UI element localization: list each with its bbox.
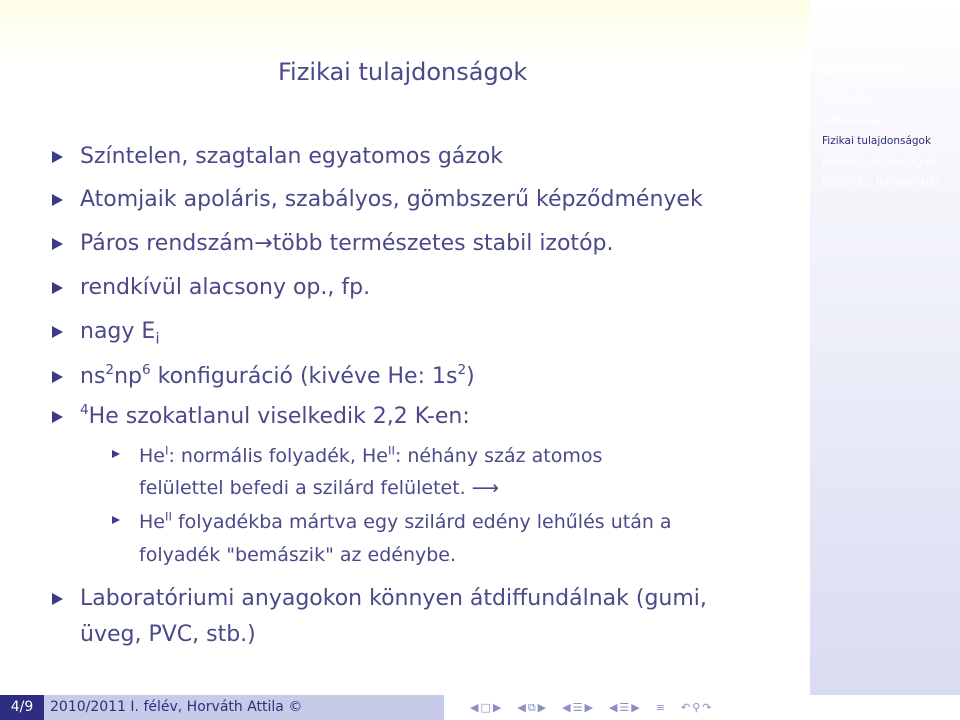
bullet-text — [80, 313, 160, 350]
footer — [0, 695, 960, 720]
superscript: 4 — [80, 402, 89, 419]
nav-frame-group — [470, 695, 501, 720]
nav-arrow-right-icon[interactable]: ▶ — [492, 701, 502, 714]
bullet-text-part: : normális folyadék, He — [168, 445, 388, 467]
bullet-triangle-icon — [52, 238, 63, 250]
bullet-text — [80, 225, 613, 262]
bullet-text-part: folyadékba mártva egy szilárd edény lehűlés után a — [171, 511, 672, 533]
bullet-text-part: ns — [80, 364, 106, 389]
nav-arrow-left-icon[interactable]: ◀ — [517, 701, 526, 714]
sidebar-list — [822, 90, 941, 193]
bullet-text-part: He — [139, 445, 165, 467]
sub-bullet-text — [139, 440, 602, 473]
bullet-triangle-icon — [52, 326, 63, 338]
bullet-text: Atomjaik apoláris, szabályos, gömbszerű képződmények — [80, 187, 703, 212]
bullet-text-part: np — [114, 364, 142, 389]
bullet-text — [80, 398, 470, 435]
bullet-triangle-icon — [52, 593, 63, 605]
superscript: II — [164, 509, 172, 524]
bullet-text — [80, 358, 475, 395]
nav-subsection-icon[interactable]: ⧉ — [527, 701, 536, 714]
nav-arrow-left-icon[interactable]: ◀ — [562, 701, 571, 714]
sub-bullet-text — [139, 506, 672, 539]
sub-bullet-text: folyadék "bemászik" az edénybe. — [139, 544, 457, 566]
nav-arrow-right-icon[interactable]: ▶ — [631, 701, 640, 714]
superscript: II — [388, 443, 395, 458]
sidebar-item-tortenet[interactable]: Történet — [822, 94, 866, 106]
nav-redo-icon[interactable]: ↷ — [702, 701, 712, 714]
bullet-triangle-icon — [52, 151, 63, 163]
nav-arrow-right-icon[interactable]: ▶ — [584, 701, 593, 714]
nav-align-group — [656, 695, 665, 720]
navigation-bar — [470, 695, 721, 720]
bullet-triangle-icon — [52, 194, 63, 206]
sub-bullet-triangle-icon — [112, 516, 120, 524]
superscript: 6 — [142, 362, 151, 379]
nav-section-group — [562, 695, 593, 720]
bullet-text: Színtelen, szagtalan egyatomos gázok — [80, 144, 504, 169]
superscript: I — [164, 443, 169, 458]
sub-bullet-text — [139, 472, 499, 505]
nav-arrow-left-icon[interactable]: ◀ — [470, 701, 479, 714]
nav-align-icon[interactable]: ≡ — [655, 701, 665, 714]
sidebar — [810, 0, 960, 695]
sidebar-item-fizikai[interactable]: Fizikai tulajdonságok — [822, 135, 932, 147]
bullet-text-part: He — [139, 511, 165, 533]
page-number: 4/9 — [0, 695, 44, 720]
subscript: i — [155, 329, 160, 348]
nav-arrow-right-icon[interactable]: ▶ — [537, 701, 547, 714]
nav-frame-icon[interactable]: □ — [480, 701, 491, 714]
frame-title: Fizikai tulajdonságok — [278, 58, 528, 86]
nav-arrow-left-icon[interactable]: ◀ — [608, 701, 618, 714]
superscript: 2 — [105, 362, 115, 379]
nav-undo-icon[interactable]: ↶ — [680, 701, 691, 714]
bullet-text: Laboratóriumi anyagokon könnyen átdiffundálnak (gumi, — [80, 586, 707, 611]
arrow-right-icon: → — [254, 231, 273, 256]
bullet-text-part: konfiguráció (kivéve He: 1s — [150, 364, 458, 389]
bullet-text-part: Páros rendszám — [80, 231, 255, 256]
bullet-text-part: : néhány száz atomos — [394, 445, 603, 467]
bullet-text: rendkívül alacsony op., fp. — [80, 275, 371, 300]
bullet-text-part: több természetes stabil izotóp. — [272, 231, 614, 256]
superscript: 2 — [457, 362, 467, 379]
bullet-text-part: He szokatlanul viselkedik 2,2 K-en: — [88, 404, 470, 429]
sidebar-item-eloallitas[interactable]: Előállítás, felhasználás — [822, 176, 941, 188]
footer-author: 2010/2011 I. félév, Horváth Attila © — [44, 695, 444, 720]
bullet-triangle-icon — [52, 371, 63, 383]
nav-document-group — [609, 695, 640, 720]
bullet-text: üveg, PVC, stb.) — [80, 622, 256, 647]
long-arrow-right-icon: ⟶ — [471, 477, 500, 499]
bullet-triangle-icon — [52, 282, 63, 294]
sidebar-item-kemiai[interactable]: Kémiai tulajdonságok — [822, 155, 935, 168]
bullet-triangle-icon — [52, 411, 63, 423]
nav-tools-group — [681, 695, 712, 720]
sidebar-title[interactable]: Nemesgázok — [818, 63, 909, 79]
nav-document-icon[interactable]: ☰ — [619, 701, 630, 714]
sub-bullet-triangle-icon — [112, 450, 120, 458]
nav-section-icon[interactable]: ☰ — [572, 701, 583, 714]
bullet-text-part: felülettel befedi a szilárd felületet. — [139, 477, 466, 499]
sidebar-item-elofordulas[interactable]: Előfordulás — [822, 114, 881, 127]
nav-subsection-group — [517, 695, 546, 720]
nav-search-icon[interactable]: ⚲ — [692, 701, 701, 714]
bullet-text-part: ) — [466, 364, 475, 389]
bullet-text-part: nagy E — [80, 319, 156, 344]
